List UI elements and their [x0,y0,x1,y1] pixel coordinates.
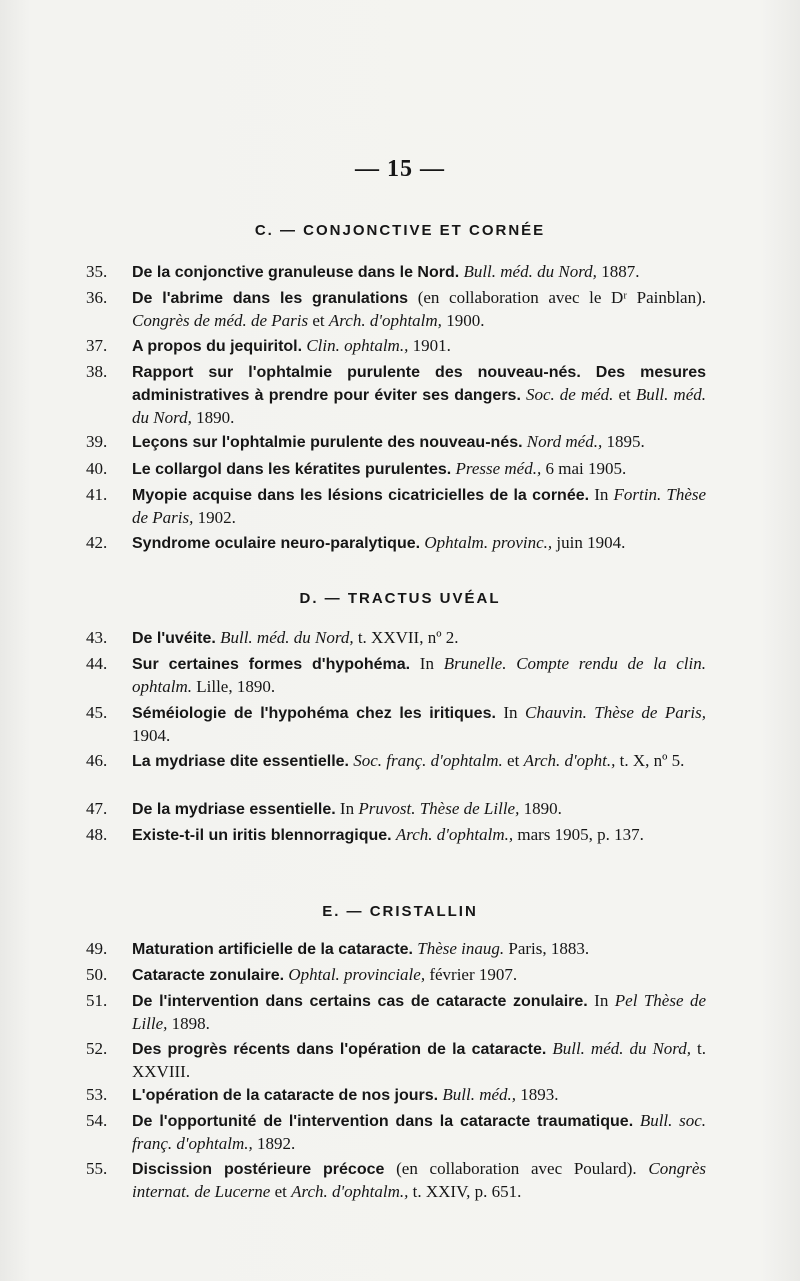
entry-title: De la conjonctive granuleuse dans le Nord. [132,264,460,281]
bibliography-entry-53 [86,1084,706,1107]
entry-title: De l'uvéite. [132,630,216,647]
entry-citation-2: Bull. méd. du Nord, [132,385,707,427]
entry-title: De l'opportunité de l'intervention dans la cataracte traumatique. [132,1113,634,1130]
bibliography-entry-46 [86,750,706,773]
entry-year: 1900. [446,311,485,330]
entry-year: Lille, 1890. [196,677,276,696]
entry-detail: 1892. [257,1134,296,1153]
entry-detail: t. X, nº 5. [619,751,685,770]
entry-number: 48. [86,825,108,844]
entry-year: 1890. [523,799,562,818]
entry-citation: Ophtal. provinciale, [288,965,426,984]
entry-title: Rapport sur l'ophtalmie purulente des nouveau-nés. Des mesures administratives à prendre pour éviter ses dangers. [132,364,706,404]
entry-number: 46. [86,751,108,770]
entry-detail: 1895. [606,432,645,451]
entry-citation: Bull. méd. du Nord, [463,262,597,281]
bibliography-entry-47 [86,798,706,821]
section-heading-d: D. — TRACTUS UVÉAL [299,590,501,607]
entry-detail: In [594,991,609,1010]
entry-citation: Chauvin. Thèse de Paris, [525,703,707,722]
bibliography-entry-44 [86,653,706,698]
entry-number: 47. [86,799,108,818]
entry-citation: Nord méd., [526,432,603,451]
entry-detail: 1901. [412,336,451,355]
entry-conjunction: et [507,751,520,770]
entry-number: 39. [86,432,108,451]
bibliography-entry-41 [86,484,706,529]
entry-title: Existe-t-il un iritis blennorragique. [132,827,392,844]
entry-conjunction: et [618,385,631,404]
entry-citation: Clin. ophtalm., [306,336,409,355]
entry-detail: t. XXVII, nº 2. [357,628,459,647]
entry-number: 36. [86,288,108,307]
entry-number: 43. [86,628,108,647]
bibliography-entry-48 [86,824,706,847]
bibliography-entry-50 [86,964,706,987]
entry-number: 45. [86,703,108,722]
entry-year: 1898. [171,1014,210,1033]
bibliography-entry-43 [86,627,706,650]
entry-citation: Fortin. Thèse de Paris, [132,485,707,527]
entry-title: Le collargol dans les kératites purulentes. [132,461,452,478]
entry-detail: In [594,485,609,504]
entry-citation: Pel Thèse de Lille, [132,991,706,1033]
entry-citation: Bull. méd. du Nord, [220,628,354,647]
entry-title: A propos du jequiritol. [132,338,303,355]
entry-detail: 6 mai 1905. [545,459,627,478]
bibliography-entry-55 [86,1158,706,1203]
entry-number: 50. [86,965,108,984]
entry-citation: Arch. d'ophtalm., [395,825,514,844]
entry-title: Myopie acquise dans les lésions cicatricielles de la cornée. [132,487,590,504]
entry-title: De la mydriase essentielle. [132,801,336,818]
entry-detail: (en collaboration avec Poulard). [396,1159,637,1178]
entry-detail: 1887. [601,262,640,281]
entry-citation: Soc. de méd. [525,385,614,404]
entry-detail: t. XXVIII. [132,1039,707,1081]
bibliography-entry-49 [86,938,706,961]
entry-detail: (en collaboration avec le Dʳ Painblan). [417,288,707,307]
entry-year: 1902. [197,508,236,527]
entry-conjunction: et [274,1182,287,1201]
entry-title: Cataracte zonulaire. [132,967,285,984]
entry-title: Séméiologie de l'hypohéma chez les iritiques. [132,705,496,722]
entry-title: De l'intervention dans certains cas de cataracte zonulaire. [132,993,588,1010]
section-heading-c: C. — CONJONCTIVE ET CORNÉE [254,222,546,239]
entry-citation-2: Arch. d'ophtalm, [328,311,442,330]
entry-year: 1890. [196,408,235,427]
entry-number: 38. [86,362,108,381]
entry-citation: Brunelle. Compte rendu de la clin. ophtalm. [132,654,706,696]
bibliography-entry-38 [86,361,706,429]
bibliography-entry-40 [86,458,706,481]
entry-number: 41. [86,485,108,504]
entry-citation: Thèse inaug. [417,939,505,958]
entry-citation: Ophtalm. provinc., [424,533,553,552]
bibliography-entry-37 [86,335,706,358]
entry-year: 1904. [132,726,171,745]
entry-number: 40. [86,459,108,478]
bibliography-entry-45 [86,702,706,747]
entry-citation: Soc. franç. d'ophtalm. [353,751,503,770]
entry-detail: In [419,654,434,673]
bibliography-entry-36 [86,287,706,332]
bibliography-entry-54 [86,1110,706,1155]
entry-number: 54. [86,1111,108,1130]
entry-citation: Congrès internat. de Lucerne [132,1159,707,1201]
entry-detail: In [339,799,355,818]
entry-title: Discission postérieure précoce [132,1161,385,1178]
entry-detail: février 1907. [429,965,518,984]
entry-detail: juin 1904. [556,533,626,552]
entry-citation: Bull. méd., [442,1085,517,1104]
entry-title: Sur certaines formes d'hypohéma. [132,656,411,673]
entry-title: Maturation artificielle de la cataracte. [132,941,413,958]
bibliography-entry-52 [86,1038,706,1083]
entry-year: t. XXIV, p. 651. [412,1182,522,1201]
bibliography-entry-35 [86,261,706,284]
entry-detail: 1893. [520,1085,559,1104]
entry-citation-2: Arch. d'opht., [523,751,616,770]
entry-detail: In [503,703,518,722]
bibliography-entry-42 [86,532,706,555]
entry-citation: Bull. méd. du Nord, [552,1039,692,1058]
entry-number: 37. [86,336,108,355]
entry-title: De l'abrime dans les granulations [132,290,409,307]
entry-number: 35. [86,262,108,281]
bibliography-entry-39 [86,431,706,454]
entry-number: 53. [86,1085,108,1104]
entry-title: Syndrome oculaire neuro-paralytique. [132,535,421,552]
bibliography-entry-51 [86,990,706,1035]
entry-title: L'opération de la cataracte de nos jours. [132,1087,439,1104]
section-heading-e: E. — CRISTALLIN [322,903,478,920]
entry-citation-2: Arch. d'ophtalm., [291,1182,409,1201]
entry-citation: Congrès de méd. de Paris [132,311,309,330]
entry-number: 44. [86,654,108,673]
entry-title: Des progrès récents dans l'opération de la cataracte. [132,1041,547,1058]
entry-number: 42. [86,533,108,552]
entry-citation: Pruvost. Thèse de Lille, [358,799,520,818]
entry-number: 55. [86,1159,108,1178]
entry-title: Leçons sur l'ophtalmie purulente des nouveau-nés. [132,434,523,451]
entry-conjunction: et [312,311,325,330]
entry-citation: Presse méd., [455,459,542,478]
entry-number: 52. [86,1039,108,1058]
entry-detail: mars 1905, p. 137. [517,825,644,844]
entry-number: 51. [86,991,108,1010]
entry-detail: Paris, 1883. [508,939,590,958]
entry-number: 49. [86,939,108,958]
entry-citation: Bull. soc. franç. d'ophtalm., [132,1111,706,1153]
page-number: — 15 — [355,156,445,182]
entry-title: La mydriase dite essentielle. [132,753,349,770]
